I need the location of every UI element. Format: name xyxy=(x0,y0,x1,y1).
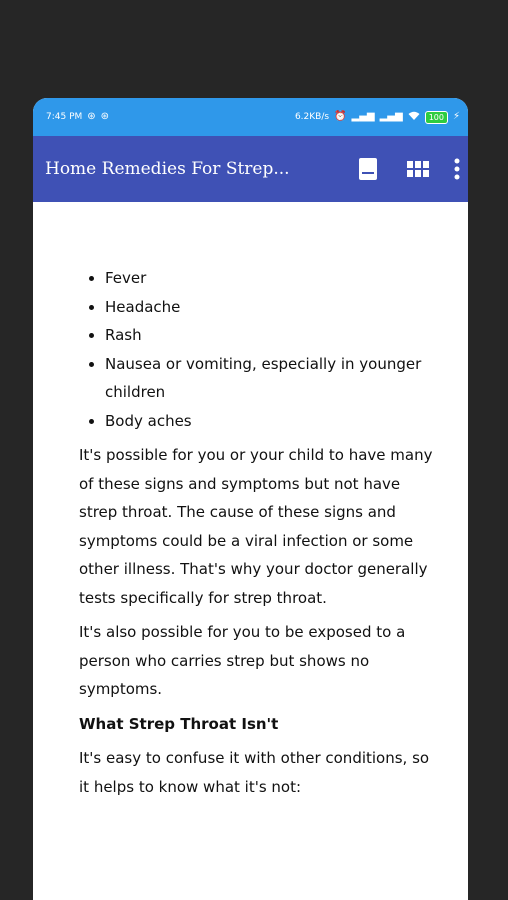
network-speed: 6.2KB/s xyxy=(294,112,330,122)
signal-icon-2: ▂▄▆ xyxy=(379,111,403,122)
sync-icon-2: ⊛ xyxy=(100,111,110,122)
section-heading: What Strep Throat Isn't xyxy=(79,714,279,733)
battery-indicator: 100 xyxy=(425,111,448,124)
charging-icon: ⚡ xyxy=(452,111,460,122)
paragraph: It's easy to confuse it with other conditions, so it helps to know what it's not: xyxy=(79,749,430,796)
paragraph: It's possible for you or your child to have many of these signs and symptoms but not have strep throat. The cause of these signs and symptoms could be a viral infection or some other illness. That's why your doctor generally tests specifically for strep throat. xyxy=(79,446,433,607)
grid-view-button[interactable] xyxy=(404,155,432,183)
list-item: • Body aches xyxy=(105,407,443,436)
more-options-button[interactable] xyxy=(450,155,464,183)
list-item: • Headache xyxy=(105,293,443,322)
toolbar-title: Home Remedies For Strep... xyxy=(45,159,290,179)
grid-icon xyxy=(407,161,429,177)
paragraph: It's also possible for you to be exposed to a person who carries strep but shows no symptoms. xyxy=(79,623,406,698)
bookmark-button[interactable] xyxy=(354,155,382,183)
wifi-icon xyxy=(408,111,420,124)
sync-icon: ⊛ xyxy=(87,111,96,122)
app-toolbar xyxy=(33,136,468,202)
book-icon xyxy=(358,157,378,181)
alarm-icon: ⏰ xyxy=(334,111,347,122)
signal-icon: ▂▄▆ xyxy=(351,111,375,122)
list-item: • Nausea or vomiting, especially in younger children xyxy=(105,350,443,407)
more-vertical-icon xyxy=(454,158,460,180)
status-bar xyxy=(33,98,468,136)
list-item: • Fever xyxy=(105,264,443,293)
article-content xyxy=(33,202,468,801)
phone-screen xyxy=(33,98,468,900)
symptoms-list xyxy=(79,264,443,435)
status-time: 7:45 PM xyxy=(46,112,83,122)
list-item: • Rash xyxy=(105,321,443,350)
